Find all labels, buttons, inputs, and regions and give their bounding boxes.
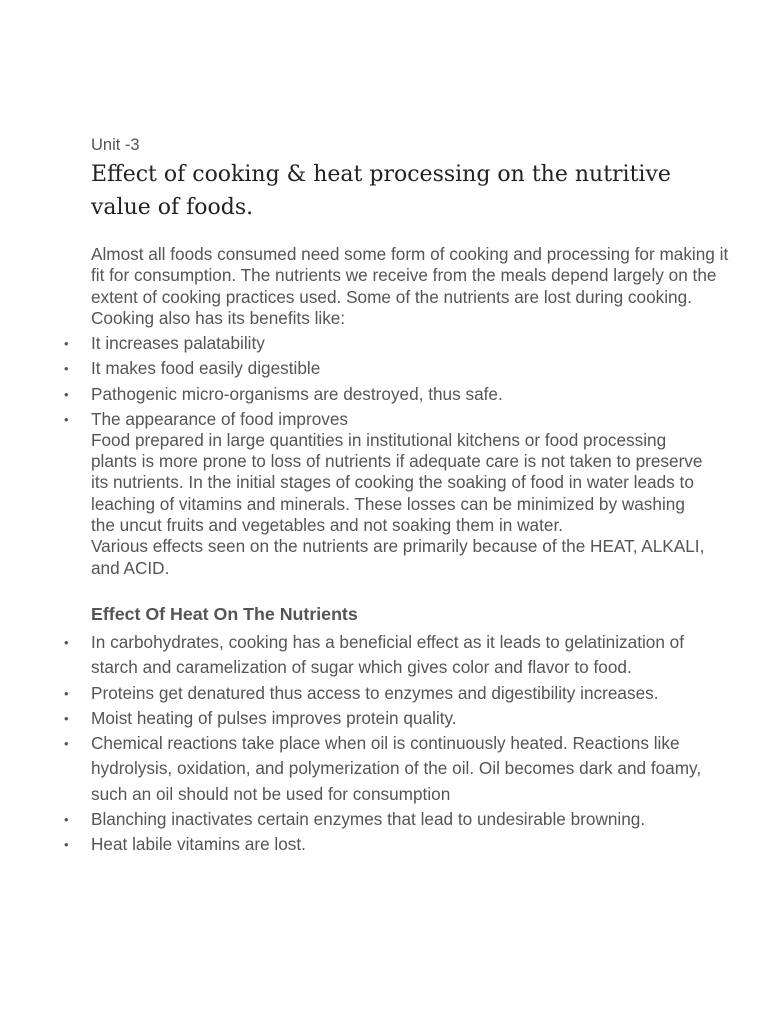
bullet-icon: •	[64, 837, 69, 853]
intro-paragraph: Almost all foods consumed need some form of cooking and processing for making it fit for consumption. The nutrients we receive from the meals depend largely on the extent of cooking practices used. Some of the nutrients are lost during cooking. Cooking also has its benefits like:	[91, 244, 729, 328]
list-item	[0, 706, 711, 731]
bullet-icon: •	[64, 812, 69, 828]
heat-section-heading: Effect Of Heat On The Nutrients	[91, 604, 358, 624]
list-item	[0, 358, 731, 379]
bullet-icon: •	[64, 710, 69, 726]
bullet-icon: •	[64, 736, 69, 752]
list-item	[0, 409, 731, 579]
list-item-text: Chemical reactions take place when oil is continuously heated. Reactions like hydrolysis, oxidation, and polymerization of the oil. Oil becomes dark and foamy, such an oil should not be used for consumption	[91, 733, 702, 804]
heat-effects-list	[0, 630, 768, 858]
list-item-text: Pathogenic micro-organisms are destroyed, thus safe.	[91, 383, 503, 404]
list-item-text: Proteins get denatured thus access to enzymes and digestibility increases.	[91, 682, 659, 703]
benefits-list	[0, 333, 768, 583]
list-item-text: Blanching inactivates certain enzymes that lead to undesirable browning.	[91, 809, 646, 830]
list-item-text: It increases palatability	[91, 333, 265, 353]
list-item-text: The appearance of food improves	[91, 408, 349, 429]
bullet-icon: •	[64, 386, 69, 402]
unit-label: Unit -3	[91, 136, 140, 154]
list-item	[0, 384, 731, 405]
list-item	[0, 630, 711, 681]
bullet-icon: •	[64, 685, 69, 701]
list-item	[0, 681, 711, 706]
list-item-text: Heat labile vitamins are lost.	[91, 834, 306, 855]
effects-paragraph: Various effects seen on the nutrients are primarily because of the HEAT, ALKALI, and ACID.	[91, 536, 705, 578]
list-item	[0, 832, 711, 857]
list-item-text: In carbohydrates, cooking has a beneficial effect as it leads to gelatinization of starch and caramelization of sugar which gives color and flavor to food.	[91, 632, 685, 678]
document-title: Effect of cooking & heat processing on the nutritive value of foods.	[91, 162, 671, 220]
bullet-icon: •	[64, 361, 69, 377]
list-item	[0, 731, 711, 807]
institutional-paragraph: Food prepared in large quantities in institutional kitchens or food processing plants is more prone to loss of nutrients if adequate care is not taken to preserve its nutrients. In the initial stages of cooking the soaking of food in water leads to leaching of vitamins and minerals. These losses can be minimized by washing the uncut fruits and vegetables and not soaking them in water.	[91, 429, 703, 536]
list-item	[0, 333, 731, 354]
list-item-text: Moist heating of pulses improves protein quality.	[91, 707, 457, 728]
list-item	[0, 807, 711, 832]
list-item-text: It makes food easily digestible	[91, 358, 321, 379]
bullet-icon: •	[64, 635, 69, 650]
bullet-icon: •	[64, 411, 69, 427]
bullet-icon: •	[64, 336, 69, 351]
